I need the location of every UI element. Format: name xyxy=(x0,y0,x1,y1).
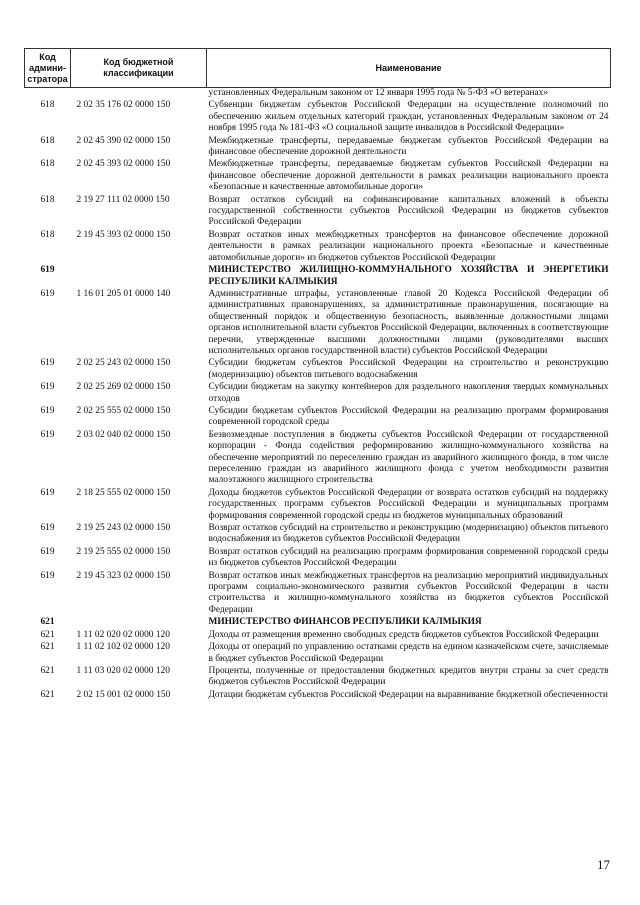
section-header-row xyxy=(25,265,611,289)
budget-code-cell xyxy=(71,265,207,289)
admin-code-cell: 619 xyxy=(40,405,55,416)
revenue-codes-table xyxy=(24,48,611,702)
name-cell: Возврат остатков иных межбюджетных трансфертов на реализацию мероприятий индивидуальных программ социально-экономического развития субъектов Российской Федерации в части строительства и жилищно-коммунального хозяйства из бюджетов субъектов Российской Федерации xyxy=(208,570,609,615)
admin-code-cell: 621 xyxy=(40,665,55,676)
name-cell: Межбюджетные трансферты, передаваемые бюджетам субъектов Российской Федерации на финансовое обеспечение дорожной деятельности в рамках реализации национального проекта «Безопасные и качественные автомобильные дороги» xyxy=(208,159,609,193)
table-row xyxy=(25,666,611,690)
name-cell: Административные штрафы, установленные главой 20 Кодекса Российской Федерации об административных правонарушениях, за административные правонарушения, посягающие на общественный порядок и общественную безопасность, выявленные должностными лицами органов исполнительной власти субъектов Российской Федерации, включенных в соответствующие перечни, утвержденные высшими должностными лицами (руководителями высших исполнительных органов государственной власти) субъектов Российской Федерации xyxy=(208,288,609,356)
admin-code-cell: 621 xyxy=(40,629,55,640)
admin-code-cell: 619 xyxy=(40,265,55,276)
name-cell: установленных Федеральным законом от 12 января 1995 года № 5-ФЗ «О ветеранах» xyxy=(208,88,549,98)
budget-code-cell: 2 02 45 393 02 0000 150 xyxy=(76,159,171,170)
budget-code-cell: 2 19 25 243 02 0000 150 xyxy=(76,523,171,534)
table-body xyxy=(25,88,611,703)
name-cell: Возврат остатков субсидий на реализацию программ формирования современной городской среды из бюджетов субъектов Российской Федерации xyxy=(208,546,609,569)
admin-code-cell: 619 xyxy=(40,358,55,369)
name-cell: Субсидии бюджетам субъектов Российской Федерации на реализацию программ формирования современной городской среды xyxy=(208,405,609,428)
budget-code-cell: 2 02 25 555 02 0000 150 xyxy=(76,405,171,416)
budget-code-cell: 2 19 45 323 02 0000 150 xyxy=(76,570,171,581)
budget-code-cell xyxy=(71,88,207,101)
name-cell: Доходы от размещения временно свободных средств бюджетов субъектов Российской Федерации xyxy=(208,629,599,640)
name-cell: Субсидии бюджетам субъектов Российской Федерации на строительство и реконструкцию (модернизацию) объектов питьевого водоснабжения xyxy=(208,358,609,380)
table-row xyxy=(25,406,611,430)
table-row xyxy=(25,136,611,160)
name-cell: Проценты, полученные от предоставления бюджетных кредитов внутри страны за счет средств бюджетов субъектов Российской Федерации xyxy=(208,665,609,688)
table-row xyxy=(25,630,611,642)
table-row xyxy=(25,195,611,230)
table-row xyxy=(25,523,611,547)
admin-code-cell: 619 xyxy=(40,546,55,557)
table-row xyxy=(25,230,611,265)
budget-code-cell: 2 19 45 393 02 0000 150 xyxy=(76,229,171,240)
table-header-row xyxy=(25,49,611,88)
budget-code-cell: 2 02 15 001 02 0000 150 xyxy=(76,689,171,700)
name-cell: МИНИСТЕРСТВО ЖИЛИЩНО-КОММУНАЛЬНОГО ХОЗЯЙСТВА И ЭНЕРГЕТИКИ РЕСПУБЛИКИ КАЛМЫКИЯ xyxy=(208,265,609,287)
admin-code-cell: 621 xyxy=(40,642,55,653)
name-cell: Доходы бюджетов субъектов Российской Федерации от возврата остатков субсидий на поддержку государственных программ субъектов Российской Федерации и муниципальных программ формирования современной городской среды из бюджетов муниципальных образований xyxy=(208,487,609,521)
page-number: 17 xyxy=(597,857,610,872)
name-cell: Возврат остатков иных межбюджетных трансфертов на финансовое обеспечение дорожной деятельности в рамках реализации национального проекта «Безопасные и качественные автомобильные дороги» из бюджетов субъектов Российской Федерации xyxy=(208,229,609,263)
table-row xyxy=(25,642,611,666)
budget-code-cell xyxy=(71,617,207,629)
budget-code-cell: 1 16 01 205 01 0000 140 xyxy=(76,288,171,299)
admin-code-cell: 619 xyxy=(40,382,55,393)
table-row xyxy=(25,382,611,406)
header-name: Наименование xyxy=(207,49,611,88)
budget-code-cell: 2 02 45 390 02 0000 150 xyxy=(76,135,171,146)
admin-code-cell: 619 xyxy=(40,487,55,498)
admin-code-cell: 621 xyxy=(40,617,55,628)
name-cell: Возврат остатков субсидий на софинансирование капитальных вложений в объекты государственной собственности субъектов Российской Федерации из бюджетов субъектов Российской Федерации xyxy=(208,194,609,228)
table-row xyxy=(25,100,611,135)
table-row xyxy=(25,88,611,101)
budget-code-cell: 1 11 02 020 02 0000 120 xyxy=(76,629,170,640)
name-cell: Субвенции бюджетам субъектов Российской Федерации на осуществление полномочий по обеспечению жильем отдельных категорий граждан, установленных Федеральным законом от 24 ноября 1995 года № 181-ФЗ «О социальной защите инвалидов в Российской Федерации» xyxy=(208,100,609,134)
admin-code-cell: 618 xyxy=(40,135,55,146)
table-row xyxy=(25,430,611,488)
table-row xyxy=(25,289,611,358)
header-budget-code: Код бюджетной классификации xyxy=(71,49,207,88)
admin-code-cell: 618 xyxy=(40,100,55,111)
table-row xyxy=(25,690,611,702)
table-row xyxy=(25,358,611,382)
name-cell: Доходы от операций по управлению остатками средств на едином казначейском счете, зачисляемые в бюджет субъектов Российской Федерации xyxy=(208,642,609,664)
budget-code-cell: 1 11 03 020 02 0000 120 xyxy=(76,665,170,676)
name-cell: Субсидии бюджетам на закупку контейнеров для раздельного накопления твердых коммунальных отходов xyxy=(208,382,609,404)
name-cell: МИНИСТЕРСТВО ФИНАНСОВ РЕСПУБЛИКИ КАЛМЫКИЯ xyxy=(208,617,482,628)
budget-code-cell: 1 11 02 102 02 0000 120 xyxy=(76,642,170,653)
budget-code-cell: 2 02 25 243 02 0000 150 xyxy=(76,358,171,369)
admin-code-cell xyxy=(25,88,71,101)
admin-code-cell: 618 xyxy=(40,194,55,205)
budget-code-cell: 2 03 02 040 02 0000 150 xyxy=(76,429,171,440)
table-row xyxy=(25,571,611,618)
name-cell: Межбюджетные трансферты, передаваемые бюджетам субъектов Российской Федерации на финансовое обеспечение дорожной деятельности xyxy=(208,135,609,158)
name-cell: Дотации бюджетам субъектов Российской Федерации на выравнивание бюджетной обеспеченности xyxy=(208,689,608,700)
budget-code-cell: 2 19 27 111 02 0000 150 xyxy=(76,194,170,205)
name-cell: Безвозмездные поступления в бюджеты субъектов Российской Федерации от государственной корпорации - Фонда содействия реформированию жилищно-коммунального хозяйства на обеспечение мероприятий по переселению граждан из аварийного жилищного фонда, в том числе переселению граждан из аварийного жилищного фонда с учетом необходимости развития малоэтажного жилищного строительства xyxy=(208,429,609,486)
budget-code-cell: 2 02 25 269 02 0000 150 xyxy=(76,382,171,393)
admin-code-cell: 618 xyxy=(40,159,55,170)
table-row xyxy=(25,547,611,571)
admin-code-cell: 619 xyxy=(40,570,55,581)
budget-code-cell: 2 18 25 555 02 0000 150 xyxy=(76,487,171,498)
admin-code-cell: 619 xyxy=(40,523,55,534)
table-row xyxy=(25,159,611,194)
name-cell: Возврат остатков субсидий на строительство и реконструкцию (модернизацию) объектов питьевого водоснабжения из бюджетов субъектов Российской Федерации xyxy=(208,523,609,545)
section-header-row xyxy=(25,617,611,629)
budget-code-cell: 2 19 25 555 02 0000 150 xyxy=(76,546,171,557)
admin-code-cell: 621 xyxy=(40,689,55,700)
budget-code-cell: 2 02 35 176 02 0000 150 xyxy=(76,100,171,111)
admin-code-cell: 618 xyxy=(40,229,55,240)
header-admin-code: Код админи- стратора xyxy=(25,49,71,88)
admin-code-cell: 619 xyxy=(40,288,55,299)
table-row xyxy=(25,488,611,523)
admin-code-cell: 619 xyxy=(40,429,55,440)
